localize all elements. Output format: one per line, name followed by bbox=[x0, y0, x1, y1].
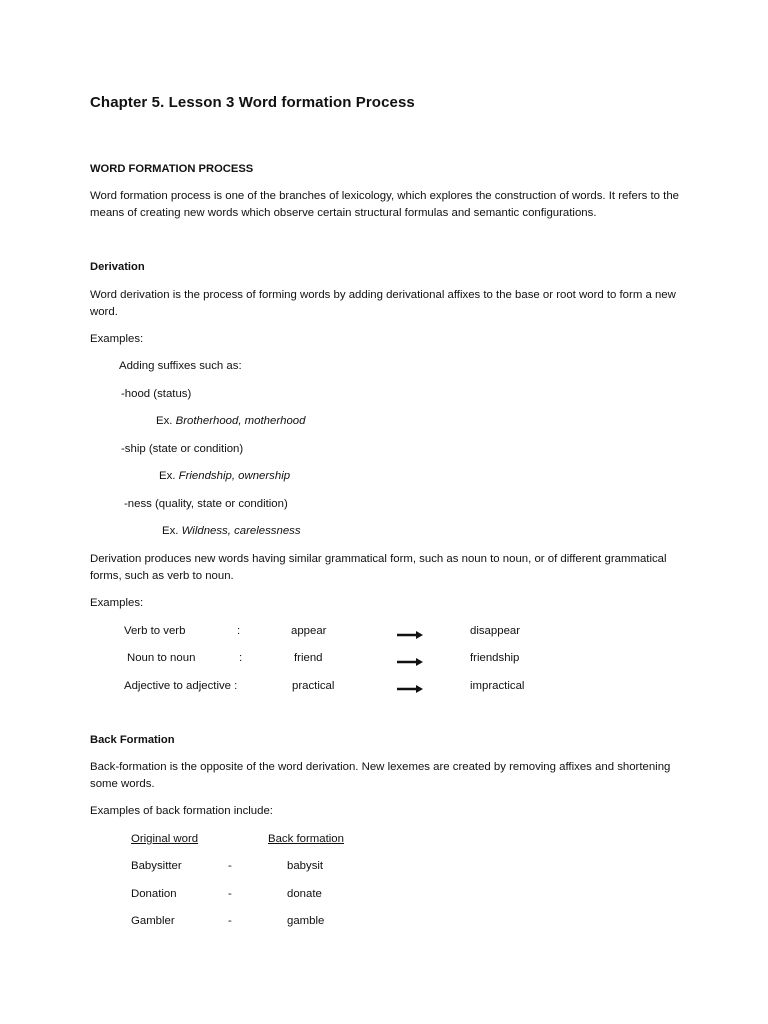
derivation-to: disappear bbox=[470, 625, 521, 637]
derivation-type: Adjective to adjective : bbox=[124, 680, 238, 692]
column-header-back-formation: Back formation bbox=[268, 833, 344, 845]
examples-label: Examples: bbox=[90, 333, 144, 345]
derivation-type: Noun to noun bbox=[127, 652, 196, 664]
example-words: Friendship, ownership bbox=[178, 470, 291, 482]
right-arrow-icon bbox=[397, 656, 423, 668]
dash: - bbox=[228, 888, 232, 900]
column-header-original-word: Original word bbox=[131, 833, 199, 845]
derivation-to: impractical bbox=[470, 680, 525, 692]
example-label: Ex. bbox=[162, 525, 179, 537]
back-formation-word: gamble bbox=[287, 915, 325, 927]
derivation-from: friend bbox=[294, 652, 323, 664]
example-label: Ex. bbox=[156, 415, 173, 427]
back-formation-word: donate bbox=[287, 888, 322, 900]
derivation-from: practical bbox=[292, 680, 335, 692]
example-label: Ex. bbox=[159, 470, 176, 482]
derivation-type: Verb to verb bbox=[124, 625, 186, 637]
derivation-from: appear bbox=[291, 625, 327, 637]
example-words: Brotherhood, motherhood bbox=[175, 415, 306, 427]
paragraph-derivation-forms: Derivation produces new words having similar grammatical form, such as noun to noun, or of different grammatical forms, such as verb to noun. bbox=[90, 553, 667, 582]
original-word: Babysitter bbox=[131, 860, 182, 872]
derivation-colon: : bbox=[239, 652, 243, 664]
back-formation-word: babysit bbox=[287, 860, 324, 872]
suffix-intro: Adding suffixes such as: bbox=[119, 360, 242, 372]
right-arrow-icon bbox=[397, 629, 423, 641]
page-title: Chapter 5. Lesson 3 Word formation Process bbox=[90, 94, 415, 111]
section-heading-derivation: Derivation bbox=[90, 261, 145, 273]
right-arrow-icon bbox=[397, 683, 423, 695]
suffix-ness-example bbox=[162, 525, 301, 537]
suffix-hood-example bbox=[156, 415, 305, 427]
derivation-to: friendship bbox=[470, 652, 520, 664]
suffix-ship-example bbox=[159, 470, 290, 482]
section-heading-back-formation: Back Formation bbox=[90, 734, 175, 746]
suffix-ship: -ship (state or condition) bbox=[121, 443, 244, 455]
examples-label-2: Examples: bbox=[90, 597, 144, 609]
dash: - bbox=[228, 915, 232, 927]
paragraph-back-formation: Back-formation is the opposite of the word derivation. New lexemes are created by removing affixes and shortening some words. bbox=[90, 761, 671, 790]
back-formation-examples-label: Examples of back formation include: bbox=[90, 805, 273, 817]
original-word: Gambler bbox=[131, 915, 175, 927]
example-words: Wildness, carelessness bbox=[181, 525, 301, 537]
suffix-hood: -hood (status) bbox=[121, 388, 192, 400]
original-word: Donation bbox=[131, 888, 177, 900]
section-heading-word-formation: WORD FORMATION PROCESS bbox=[90, 163, 254, 175]
dash: - bbox=[228, 860, 232, 872]
suffix-ness: -ness (quality, state or condition) bbox=[124, 498, 288, 510]
paragraph-word-formation: Word formation process is one of the branches of lexicology, which explores the construction of words. It refers to the means of creating new words which observe certain structural formulas and semantic configurations. bbox=[90, 190, 680, 219]
derivation-colon: : bbox=[237, 625, 241, 637]
paragraph-derivation: Word derivation is the process of forming words by adding derivational affixes to the base or root word to form a new word. bbox=[90, 289, 676, 318]
